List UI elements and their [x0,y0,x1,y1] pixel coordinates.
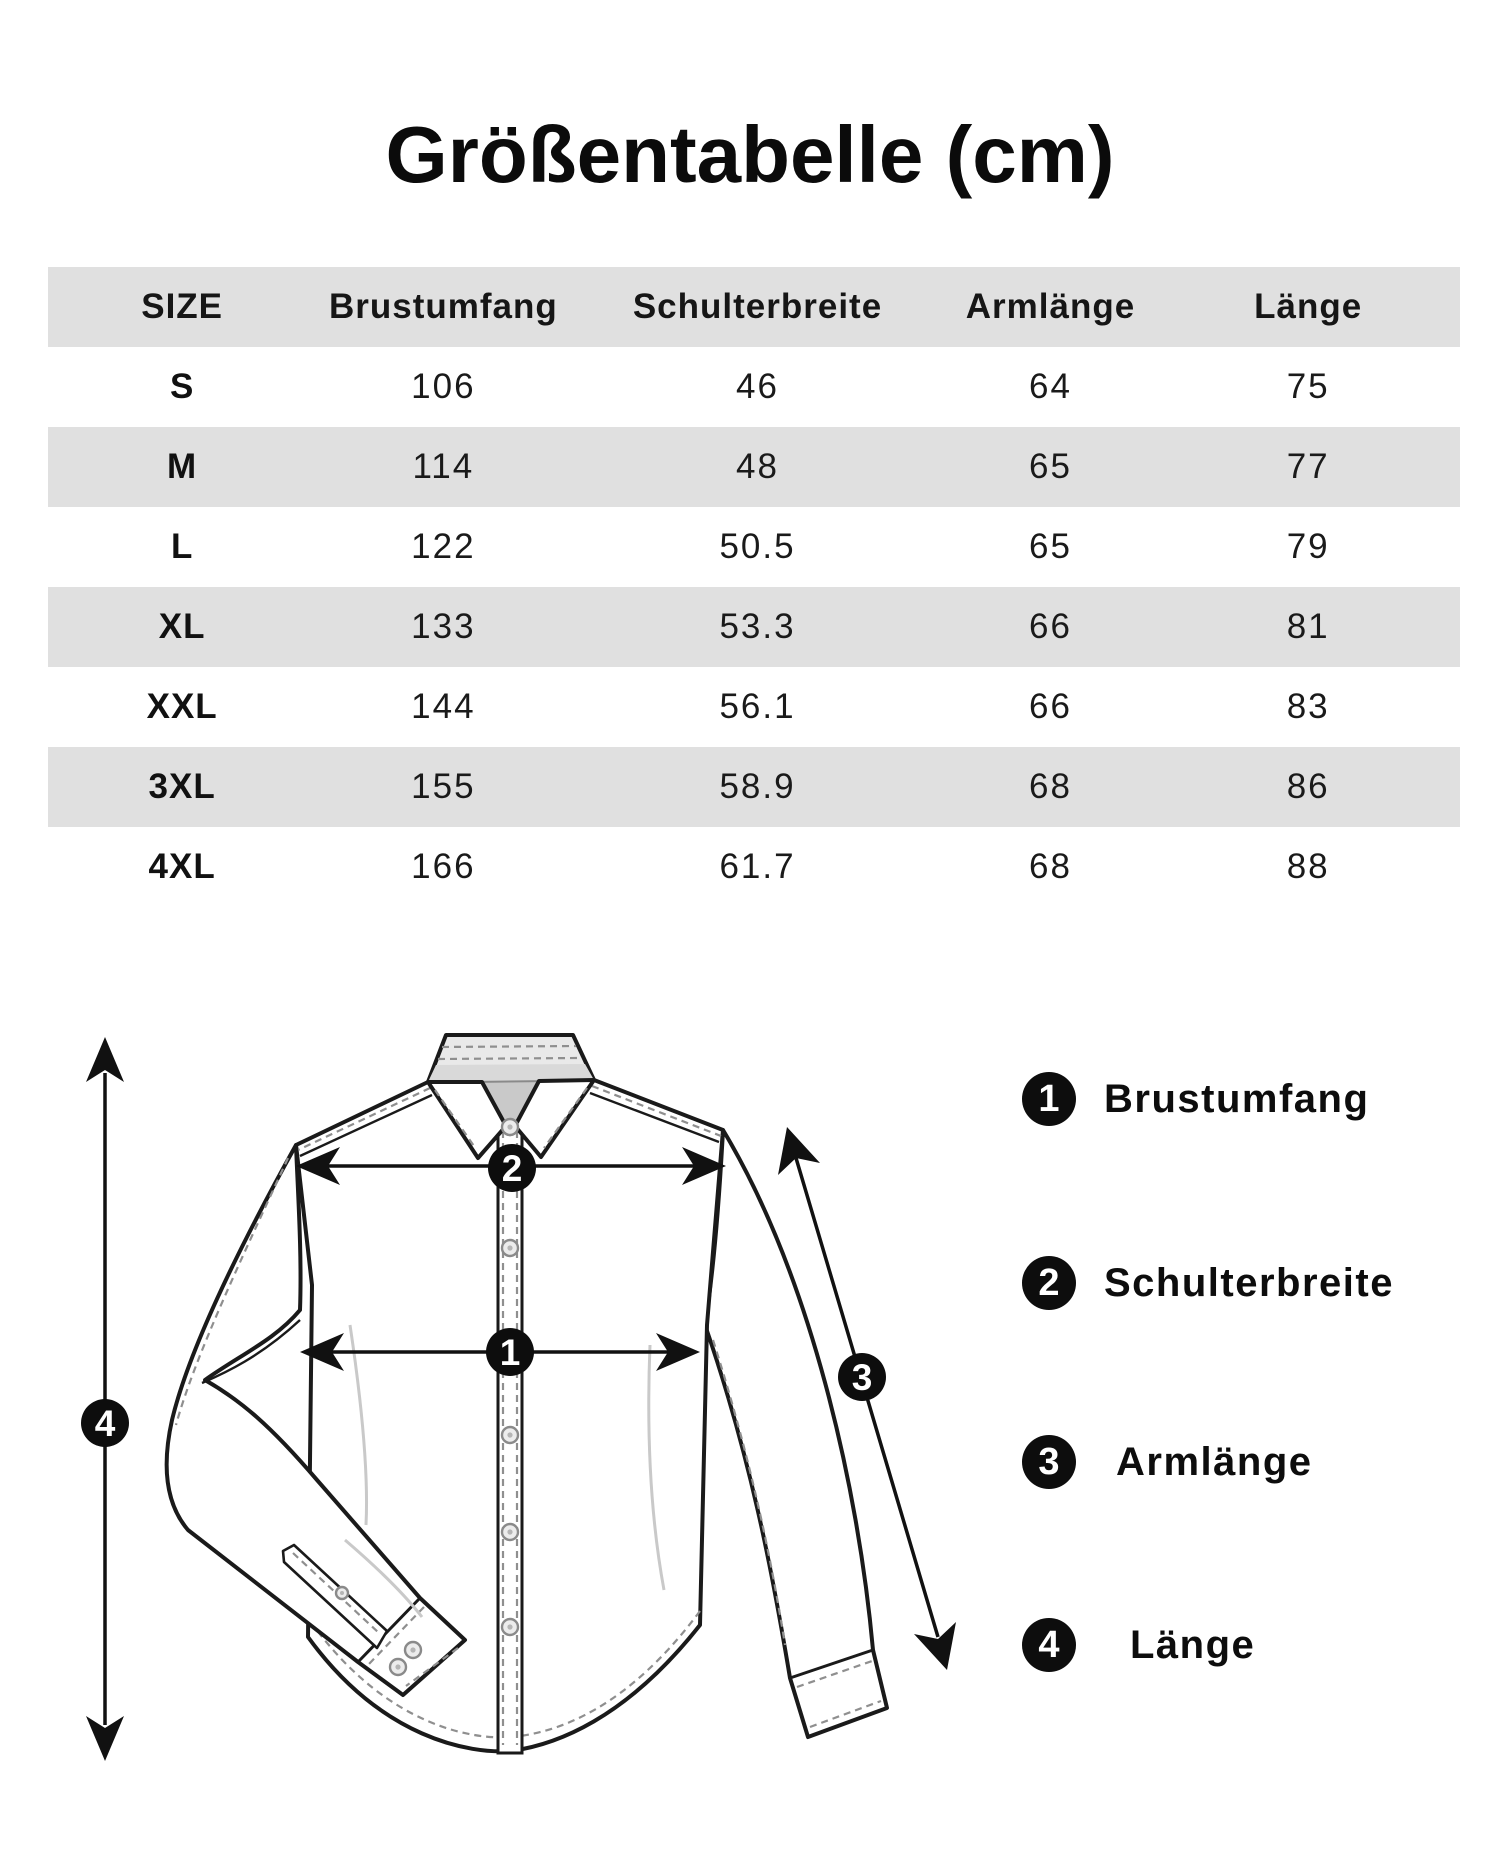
column-header-laenge: Länge [1156,267,1460,347]
value-cell: 65 [1029,447,1072,486]
value-cell: 64 [1029,367,1072,406]
value-cell: 122 [411,527,476,566]
table-row [48,827,1460,907]
value-cell: 75 [1286,367,1330,406]
size-cell: M [167,447,198,486]
table-header-row [48,267,1460,347]
size-cell: XXL [146,687,218,726]
value-cell: 155 [411,767,476,806]
table-row [48,587,1460,667]
legend-item-laenge [1022,1618,1255,1672]
marker-4 [81,1399,129,1447]
size-table [48,267,1460,907]
value-cell: 50.5 [719,527,796,566]
value-cell: 48 [736,447,779,486]
value-cell: 77 [1286,447,1330,486]
svg-text:3: 3 [851,1357,873,1398]
svg-text:1: 1 [499,1332,521,1373]
value-cell: 56.1 [719,687,796,726]
svg-text:2: 2 [501,1148,523,1189]
shirt-right-sleeve [705,1130,887,1737]
size-cell: S [169,367,195,406]
value-cell: 46 [736,367,779,406]
legend-marker-4: 4 [1022,1618,1076,1672]
size-cell: XL [158,607,206,646]
marker-1 [486,1328,534,1376]
size-cell: 4XL [148,847,216,886]
column-header-schulterbreite: Schulterbreite [570,267,944,347]
value-cell: 53.3 [719,607,796,646]
svg-text:4: 4 [94,1403,116,1444]
legend-marker-2: 2 [1022,1256,1076,1310]
value-cell: 114 [412,447,475,486]
table-row [48,667,1460,747]
legend-label-laenge: Länge [1130,1622,1256,1667]
table-row [48,347,1460,427]
value-cell: 86 [1286,767,1330,806]
value-cell: 58.9 [719,767,796,806]
legend-item-schulterbreite [1022,1256,1394,1310]
value-cell: 133 [411,607,476,646]
measurement-legend [1022,1072,1482,1772]
page-title: Größentabelle (cm) [385,110,1115,199]
value-cell: 66 [1029,687,1072,726]
marker-2 [488,1144,536,1192]
column-header-armlaenge: Armlänge [945,267,1157,347]
shirt-placket [498,1119,522,1753]
size-cell: L [170,527,194,566]
column-header-size: SIZE [48,267,316,347]
table-row [48,507,1460,587]
shirt-measure-diagram [50,1025,970,1853]
value-cell: 66 [1029,607,1072,646]
value-cell: 68 [1029,847,1072,886]
value-cell: 166 [411,847,476,886]
table-row [48,427,1460,507]
value-cell: 88 [1286,847,1330,886]
legend-item-armlaenge [1022,1435,1313,1489]
legend-label-schulterbreite: Schulterbreite [1104,1260,1394,1305]
legend-marker-3: 3 [1022,1435,1076,1489]
value-cell: 68 [1029,767,1072,806]
size-cell: 3XL [148,767,216,806]
value-cell: 61.7 [719,847,796,886]
value-cell: 81 [1286,607,1330,646]
table-row [48,747,1460,827]
column-header-brustumfang: Brustumfang [316,267,570,347]
value-cell: 106 [411,367,476,406]
value-cell: 79 [1286,527,1330,566]
value-cell: 83 [1286,687,1330,726]
value-cell: 65 [1029,527,1072,566]
legend-label-armlaenge: Armlänge [1116,1439,1313,1484]
legend-marker-1: 1 [1022,1072,1076,1126]
marker-3 [838,1353,886,1401]
legend-label-brustumfang: Brustumfang [1104,1076,1370,1121]
value-cell: 144 [411,687,476,726]
legend-item-brustumfang [1022,1072,1369,1126]
